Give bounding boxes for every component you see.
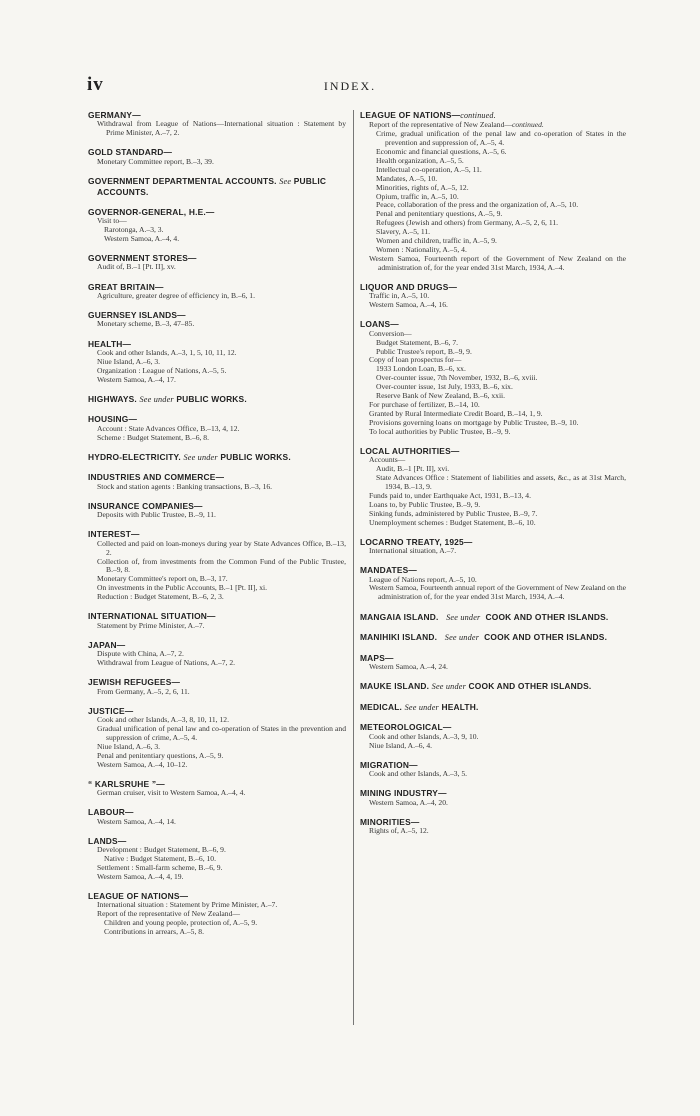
entry-line: Scheme : Budget Statement, B.–6, 8. bbox=[97, 432, 209, 442]
entry-line: To local authorities by Public Trustee, B.–9, 9. bbox=[369, 426, 511, 436]
entry-line: Statement by Prime Minister, A.–7. bbox=[97, 620, 205, 630]
entry-line: Collection of, from investments from the Common Fund of the Public Trustee, B.–9, 8. bbox=[97, 556, 346, 575]
entry-heading: “ KARLSRUHE ”— bbox=[88, 778, 165, 789]
entry-heading: INTERNATIONAL SITUATION— bbox=[88, 611, 216, 622]
entry-line: Collected and paid on loan-moneys during year by State Advances Office, B.–13, 2. bbox=[97, 538, 346, 557]
index-entry-migration bbox=[360, 760, 626, 779]
entry-line: Audit of, B.–1 [Pt. II], xv. bbox=[97, 262, 176, 272]
index-entry-minorities bbox=[360, 817, 626, 836]
entry-heading: LOCAL AUTHORITIES— bbox=[360, 445, 460, 456]
entry-line: Children and young people, protection of, A.–5, 9. bbox=[104, 918, 258, 928]
entry-line: Western Samoa, A.–4, 4. bbox=[104, 233, 180, 243]
entry-heading: JAPAN— bbox=[88, 639, 126, 650]
entry-line: Rights of, A.–5, 12. bbox=[369, 826, 429, 836]
index-entry-locarno-treaty bbox=[360, 537, 626, 556]
index-entry-mangaia-island bbox=[360, 612, 626, 623]
entry-heading: GOVERNOR-GENERAL, H.E.— bbox=[88, 206, 215, 217]
entry-line: Reduction : Budget Statement, B.–6, 2, 3. bbox=[97, 592, 224, 602]
entry-heading: MANIHIKI ISLAND. See under COOK AND OTHER ISLANDS. bbox=[360, 632, 608, 643]
entry-heading: LANDS— bbox=[88, 835, 127, 846]
entry-heading: MAUKE ISLAND. See under COOK AND OTHER ISLANDS. bbox=[360, 681, 592, 692]
index-entry-interest bbox=[88, 529, 346, 602]
entry-line: Health organization, A.–5, 5. bbox=[376, 155, 464, 165]
entry-line: International situation : Statement by Prime Minister, A.–7. bbox=[97, 900, 278, 910]
entry-line: Agriculture, greater degree of efficiency in, B.–6, 1. bbox=[97, 290, 255, 300]
index-entry-manihiki-island bbox=[360, 632, 626, 643]
entry-line: Economic and financial questions, A.–5, 6. bbox=[376, 147, 507, 157]
index-entry-great-britain bbox=[88, 282, 346, 301]
page-number: iv bbox=[87, 74, 104, 95]
index-entry-jewish-refugees bbox=[88, 677, 346, 696]
entry-line: Cook and other Islands, A.–3, 1, 5, 10, 11, 12. bbox=[97, 347, 237, 357]
entry-heading: GOVERNMENT DEPARTMENTAL ACCOUNTS. See PUBLIC ACCOUNTS. bbox=[88, 175, 327, 198]
entry-line: Western Samoa, A.–4, 17. bbox=[97, 374, 176, 384]
entry-line: For purchase of fertilizer, B.–14, 10. bbox=[369, 399, 480, 409]
entry-line: Penal and penitentiary questions, A.–5, 9. bbox=[97, 750, 224, 760]
index-entry-governor-general bbox=[88, 207, 346, 244]
index-entry-gold-standard bbox=[88, 147, 346, 166]
column-divider bbox=[353, 110, 354, 1025]
entry-line: Accounts— bbox=[369, 455, 406, 465]
entry-line: Dispute with China, A.–7, 2. bbox=[97, 649, 184, 659]
entry-line: Western Samoa, A.–4, 4, 19. bbox=[97, 871, 184, 881]
entry-heading: LIQUOR AND DRUGS— bbox=[360, 282, 458, 292]
entry-line: Visit to— bbox=[97, 216, 127, 226]
index-entry-international-situation bbox=[88, 611, 346, 630]
entry-heading: GOVERNMENT STORES— bbox=[88, 253, 197, 264]
entry-line: Niue Island, A.–6, 3. bbox=[97, 356, 161, 366]
entry-line: League of Nations report, A.–5, 10. bbox=[369, 574, 477, 584]
entry-line: Loans to, by Public Trustee, B.–9, 9. bbox=[369, 499, 481, 509]
entry-line: Development : Budget Statement, B.–6, 9. bbox=[97, 845, 226, 855]
entry-line: Rarotonga, A.–3, 3. bbox=[104, 225, 164, 234]
index-entry-govt-stores bbox=[88, 253, 346, 272]
entry-line: Native : Budget Statement, B.–6, 10. bbox=[104, 854, 216, 863]
entry-line: Western Samoa, A.–4, 16. bbox=[369, 300, 448, 310]
index-entry-health bbox=[88, 339, 346, 385]
entry-heading: LEAGUE OF NATIONS—continued. bbox=[360, 110, 496, 120]
entry-heading: GOLD STANDARD— bbox=[88, 147, 173, 158]
index-entry-japan bbox=[88, 640, 346, 668]
left-column bbox=[88, 110, 346, 946]
entry-heading: GREAT BRITAIN— bbox=[88, 281, 164, 292]
index-entry-league-of-nations-continued bbox=[360, 110, 626, 273]
entry-heading: HEALTH— bbox=[88, 338, 132, 349]
entry-line: Report of the representative of New Zealand—continued. bbox=[369, 120, 544, 130]
entry-line: Budget Statement, B.–6, 7. bbox=[376, 337, 459, 347]
entry-heading: LEAGUE OF NATIONS— bbox=[88, 891, 189, 902]
entry-heading: MINING INDUSTRY— bbox=[360, 788, 447, 799]
entry-heading: METEOROLOGICAL— bbox=[360, 722, 452, 733]
index-entry-germany bbox=[88, 110, 346, 138]
index-entry-industries bbox=[88, 472, 346, 491]
index-entry-mandates bbox=[360, 565, 626, 602]
entry-line: Report of the representative of New Zealand— bbox=[97, 909, 240, 919]
entry-line: Conversion— bbox=[369, 328, 412, 338]
entry-line: From Germany, A.–5, 2, 6, 11. bbox=[97, 686, 190, 696]
entry-line: Intellectual co-operation, A.–5, 11. bbox=[376, 164, 482, 174]
entry-line: International situation, A.–7. bbox=[369, 546, 457, 556]
index-entry-justice bbox=[88, 706, 346, 770]
index-entry-liquor-and-drugs bbox=[360, 282, 626, 310]
entry-line: German cruiser, visit to Western Samoa, A.–4, 4. bbox=[97, 788, 246, 798]
entry-line: Penal and penitentiary questions, A.–5, 9. bbox=[376, 209, 503, 219]
entry-line: Western Samoa, A.–4, 14. bbox=[97, 816, 176, 826]
entry-line: Cook and other Islands, A.–3, 9, 10. bbox=[369, 731, 479, 741]
entry-line: Niue Island, A.–6, 3. bbox=[97, 741, 161, 751]
entry-heading: MEDICAL. See under HEALTH. bbox=[360, 701, 479, 712]
entry-heading: INSURANCE COMPANIES— bbox=[88, 500, 203, 511]
entry-line: Opium, traffic in, A.–5, 10. bbox=[376, 191, 459, 201]
entry-line: Cook and other Islands, A.–3, 5. bbox=[369, 769, 468, 779]
entry-line: 1933 London Loan, B.–6, xx. bbox=[376, 364, 466, 374]
index-entry-mauke-island bbox=[360, 681, 626, 692]
entry-line: Western Samoa, Fourteenth annual report of the Government of New Zealand on the administration of, for the year ended 31st March, 1934, A.–4. bbox=[369, 583, 626, 602]
entry-line: Women : Nationality, A.–5, 4. bbox=[376, 244, 467, 254]
index-entry-hydro-electricity bbox=[88, 452, 346, 463]
entry-line: Deposits with Public Trustee, B.–9, 11. bbox=[97, 510, 216, 520]
entry-line: Settlement : Small-farm scheme, B.–6, 9. bbox=[97, 862, 223, 872]
entry-line: Over-counter issue, 7th November, 1932, B.–6, xviii. bbox=[376, 373, 538, 383]
index-entry-karlsruhe bbox=[88, 779, 346, 798]
entry-heading: LOANS— bbox=[360, 319, 399, 330]
index-entry-labour bbox=[88, 807, 346, 826]
index-entry-maps bbox=[360, 653, 626, 672]
entry-line: On investments in the Public Accounts, B.–1 [Pt. II], xi. bbox=[97, 583, 268, 593]
entry-heading: GUERNSEY ISLANDS— bbox=[88, 310, 186, 321]
index-entry-local-authorities bbox=[360, 446, 626, 528]
entry-line: Women and children, traffic in, A.–5, 9. bbox=[376, 236, 497, 246]
entry-line: Audit, B.–1 [Pt. II], xvi. bbox=[376, 464, 450, 474]
entry-heading: HYDRO-ELECTRICITY. See under PUBLIC WORKS. bbox=[88, 451, 291, 462]
entry-line: Withdrawal from League of Nations—International situation : Statement by Prime Minister, A.–7, 2. bbox=[97, 119, 346, 138]
entry-line: Western Samoa, A.–4, 10–12. bbox=[97, 759, 188, 769]
entry-line: Granted by Rural Intermediate Credit Board, B.–14, 1, 9. bbox=[369, 408, 543, 418]
entry-line: Minorities, rights of, A.–5, 12. bbox=[376, 182, 469, 192]
entry-heading: JEWISH REFUGEES— bbox=[88, 677, 181, 688]
index-entry-medical bbox=[360, 702, 626, 713]
entry-line: Monetary Committee report, B.–3, 39. bbox=[97, 156, 214, 166]
entry-line: Crime, gradual unification of the penal law and co-operation of States in the prevention and suppression of, A.–5, 4. bbox=[376, 129, 626, 148]
page-title: INDEX. bbox=[323, 79, 377, 93]
entry-line: Western Samoa, A.–4, 20. bbox=[369, 797, 448, 807]
entry-line: Over-counter issue, 1st July, 1933, B.–6, xix. bbox=[376, 382, 513, 392]
index-entry-mining-industry bbox=[360, 788, 626, 807]
entry-heading: GERMANY— bbox=[88, 110, 141, 120]
entry-heading: LABOUR— bbox=[88, 807, 134, 818]
entry-line: Public Trustee's report, B.–9, 9. bbox=[376, 346, 472, 356]
entry-line: State Advances Office : Statement of liabilities and assets, &c., as at 31st March, 1934, B.–13, 9. bbox=[376, 472, 626, 491]
entry-line: Account : State Advances Office, B.–13, 4, 12. bbox=[97, 423, 240, 433]
entry-heading: MIGRATION— bbox=[360, 759, 418, 770]
index-entry-meteorological bbox=[360, 722, 626, 750]
entry-heading: LOCARNO TREATY, 1925— bbox=[360, 536, 473, 547]
entry-line: Organization : League of Nations, A.–5, 5. bbox=[97, 365, 227, 375]
entry-line: Provisions governing loans on mortgage by Public Trustee, B.–9, 10. bbox=[369, 417, 579, 427]
entry-line: Mandates, A.–5, 10. bbox=[376, 173, 438, 183]
entry-line: Monetary scheme, B.–3, 47–85. bbox=[97, 319, 195, 329]
entry-heading: MANGAIA ISLAND. See under COOK AND OTHER ISLANDS. bbox=[360, 611, 609, 622]
index-entry-highways bbox=[88, 394, 346, 405]
entry-heading: MINORITIES— bbox=[360, 816, 420, 827]
index-entry-loans bbox=[360, 319, 626, 436]
entry-line: Peace, collaboration of the press and the organization of, A.–5, 10. bbox=[376, 200, 579, 210]
entry-line: Unemployment schemes : Budget Statement, B.–6, 10. bbox=[369, 517, 536, 527]
entry-line: Cook and other Islands, A.–3, 8, 10, 11, 12. bbox=[97, 715, 229, 725]
entry-line: Monetary Committee's report on, B.–3, 17. bbox=[97, 574, 228, 584]
entry-heading: JUSTICE— bbox=[88, 705, 134, 716]
entry-line: Reserve Bank of New Zealand, B.–6, xxii. bbox=[376, 391, 506, 401]
entry-heading: INDUSTRIES AND COMMERCE— bbox=[88, 472, 225, 483]
index-entry-guernsey bbox=[88, 310, 346, 329]
entry-heading: MANDATES— bbox=[360, 565, 418, 576]
entry-line: Withdrawal from League of Nations, A.–7, 2. bbox=[97, 658, 236, 668]
index-entry-lands bbox=[88, 836, 346, 882]
entry-heading: INTEREST— bbox=[88, 529, 140, 540]
entry-line: Slavery, A.–5, 11. bbox=[376, 227, 431, 237]
entry-line: Niue Island, A.–6, 4. bbox=[369, 740, 433, 750]
entry-line: Contributions in arrears, A.–5, 8. bbox=[104, 927, 204, 937]
entry-line: Traffic in, A.–5, 10. bbox=[369, 291, 430, 301]
index-entry-govt-departmental-accounts bbox=[88, 176, 346, 198]
entry-line: Funds paid to, under Earthquake Act, 1931, B.–13, 4. bbox=[369, 490, 531, 500]
index-entry-insurance bbox=[88, 501, 346, 520]
index-entry-housing bbox=[88, 414, 346, 442]
entry-line: Sinking funds, administered by Public Trustee, B.–9, 7. bbox=[369, 508, 538, 518]
right-column bbox=[360, 110, 626, 845]
entry-line: Stock and station agents : Banking transactions, B.–3, 16. bbox=[97, 481, 273, 491]
entry-line: Gradual unification of penal law and co-operation of States in the prevention and suppression of crime, A.–5, 4. bbox=[97, 723, 346, 742]
entry-line: Western Samoa, Fourteenth report of the Government of New Zealand on the administration of, for the year ended 31st March, 1934, A.–4. bbox=[369, 253, 626, 272]
index-entry-league-of-nations bbox=[88, 891, 346, 937]
entry-line: Copy of loan prospectus for— bbox=[369, 355, 462, 365]
entry-heading: HOUSING— bbox=[88, 414, 138, 425]
entry-line: Western Samoa, A.–4, 24. bbox=[369, 662, 448, 672]
entry-heading: MAPS— bbox=[360, 652, 394, 663]
entry-heading: HIGHWAYS. See under PUBLIC WORKS. bbox=[88, 393, 247, 404]
entry-line: Refugees (Jewish and others) from Germany, A.–5, 2, 6, 11. bbox=[376, 218, 559, 228]
